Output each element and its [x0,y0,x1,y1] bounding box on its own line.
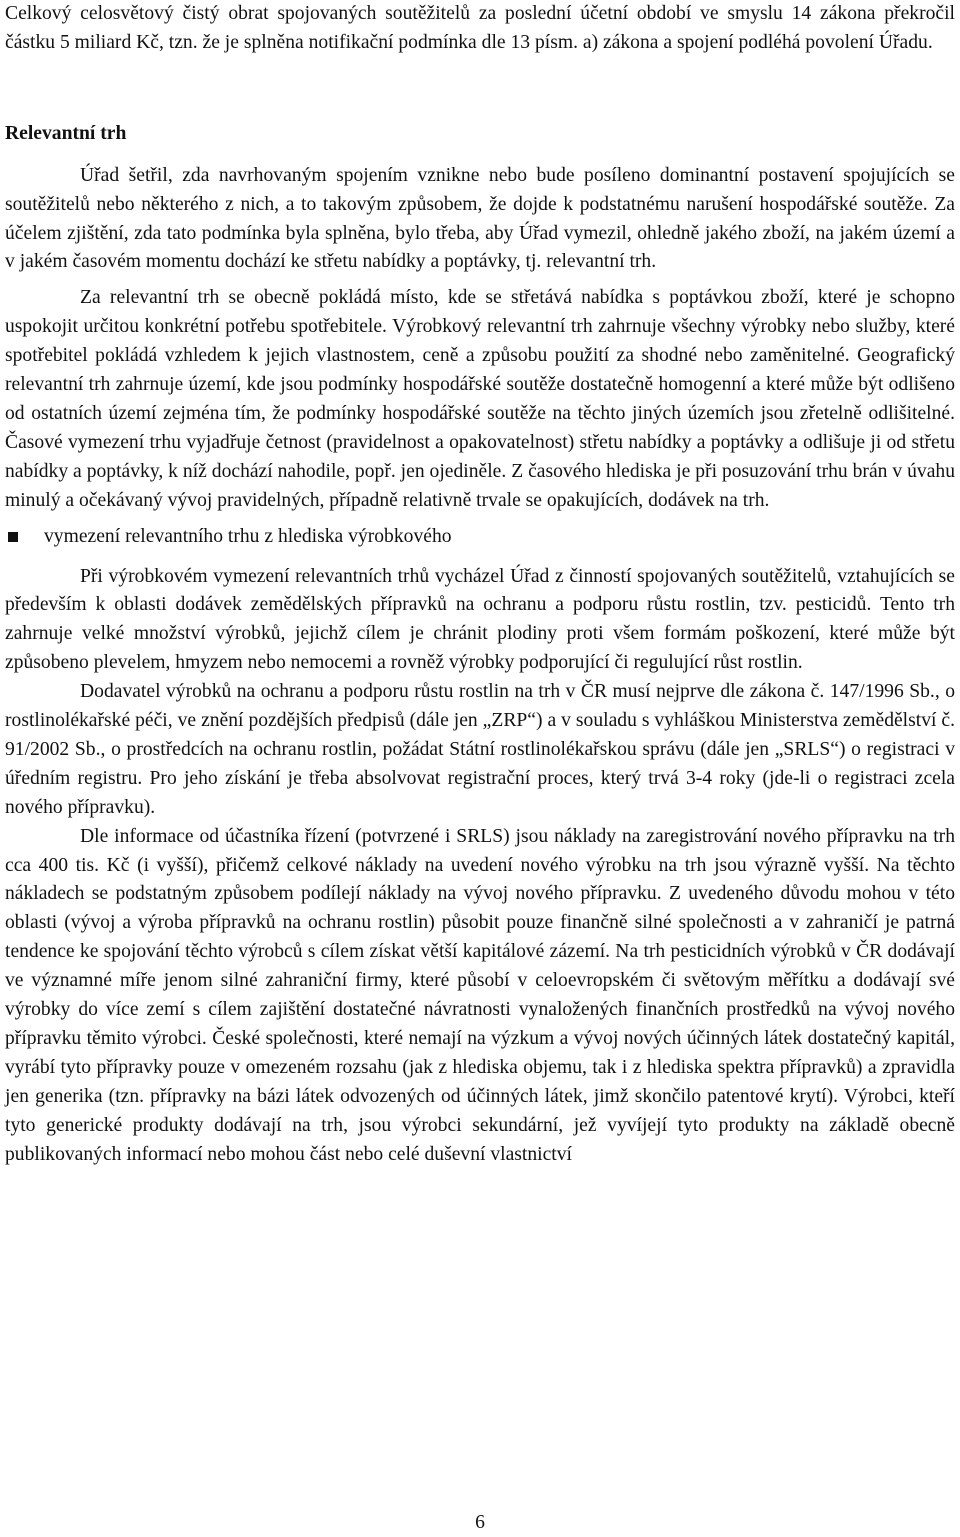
paragraph-product-market-2: Dodavatel výrobků na ochranu a podporu růstu rostlin na trh v ČR musí nejprve dle zákona č. 147/1996 Sb., o rostlinolékařské péči, ve znění pozdějších předpisů (dále jen „ZRP“) a v souladu s vyhláškou Ministerstva zemědělství č. 91/2002 Sb., o prostředcích na ochranu rostlin, požádat Státní rostlinolékařskou správu (dále jen „SRLS“) o registraci v úředním registru. Pro jeho získání je třeba absolvovat registrační proces, který trvá 3-4 roky (jde-li o registraci zcela nového přípravku). [5,681,955,818]
paragraph-product-market-3: Dle informace od účastníka řízení (potvrzené i SRLS) jsou náklady na zaregistrování nového přípravku na trh cca 400 tis. Kč (i vyšší), přičemž celkové náklady na uvedení nového výrobku na trh jsou výrazně vyšší. Na těchto nákladech se podstatným způsobem podílejí náklady na vývoj nového přípravku. Z uvedeného důvodu mohou v této oblasti (vývoj a výroba přípravků na ochranu rostlin) působit pouze finančně silné společnosti a v zahraničí je patrná tendence ke spojování těchto výrobců s cílem získat větší kapitálové zázemí. Na trh pesticidních výrobků v ČR dodávají ve významné míře jenom silné zahraniční firmy, které působí v celoevropském či světovým měřítku a dodávají své výrobky do více zemí s cílem zajištění dostatečné návratnosti vynaložených finančních prostředků na vývoj nového přípravku těmito výrobci. České společnosti, které nemají na výzkum a vývoj nových účinných látek dostatečný kapitál, vyrábí tyto přípravky pouze v omezeném rozsahu (jak z hlediska objemu, tak i z hlediska spektra přípravků) a zpravidla jen generika (tzn. přípravky na bázi látek odvozených od účinných látek, jimž skončilo patentové krytí). Výrobci, kteří tyto generické produkty dodávají na trh, jsou výrobci sekundární, jež vyvíjejí tyto produkty na základě obecně publikovaných informací nebo mohou část nebo celé duševní vlastnictví [5,825,955,1165]
paragraph-relevant-market-1: Úřad šetřil, zda navrhovaným spojením vznikne nebo bude posíleno dominantní postavení spojujících se soutěžitelů nebo některého z nich, a to takovým způsobem, že dojde k podstatnému narušení hospodářské soutěže. Za účelem zjištění, zda tato podmínka byla splněna, bylo třeba, aby Úřad vymezil, ohledně jakého zboží, na jakém území a v jakém časovém momentu dochází ke střetu nabídky a poptávky, tj. relevantní trh. [5,164,955,273]
page-number: 6 [475,1512,485,1533]
document-page [5,0,955,1170]
intro-paragraph: Celkový celosvětový čistý obrat spojovaných soutěžitelů za poslední účetní období ve smyslu 14 zákona překročil částku 5 miliard Kč, tzn. že je splněna notifikační podmínka dle 13 písm. a) zákona a spojení podléhá povolení Úřadu. [5,3,955,53]
bullet-text: vymezení relevantního trhu z hlediska výrobkového [44,525,452,547]
paragraph-product-market-1: Při výrobkovém vymezení relevantních trhů vycházel Úřad z činností spojovaných soutěžitelů, vztahujících se především k oblasti dodávek zemědělských přípravků na ochranu a podporu růstu rostlin, tzv. pesticidů. Tento trh zahrnuje velké množství výrobků, jejichž cílem je chránit plodiny proti všem formám poškození, které může být způsobeno plevelem, hmyzem nebo nemocemi a rovněž výrobky podporující či regulující růst rostlin. [5,565,955,674]
section-heading: Relevantní trh [5,122,127,144]
square-bullet-icon [8,532,18,542]
bullet-list-item [5,523,955,552]
paragraph-relevant-market-2: Za relevantní trh se obecně pokládá místo, kde se střetává nabídka s poptávkou zboží, které je schopno uspokojit určitou konkrétní potřebu spotřebitele. Výrobkový relevantní trh zahrnuje všechny výrobky nebo služby, které spotřebitel pokládá vzhledem k jejich vlastnostem, ceně a způsobu použití za shodné nebo zaměnitelné. Geografický relevantní trh zahrnuje území, kde jsou podmínky hospodářské soutěže dostatečně homogenní a které může být odlišeno od ostatních území zejména tím, že podmínky hospodářské soutěže na těchto jiných územích jsou zřetelně odlišitelné. Časové vymezení trhu vyjadřuje četnost (pravidelnost a opakovatelnost) střetu nabídky a poptávky a odlišuje ji od střetu nabídky a poptávky, k níž dochází nahodile, popř. jen ojediněle. Z časového hlediska je při posuzování trhu brán v úvahu minulý a očekávaný vývoj pravidelných, případně relativně trvale se opakujících, dodávek na trh. [5,287,955,511]
